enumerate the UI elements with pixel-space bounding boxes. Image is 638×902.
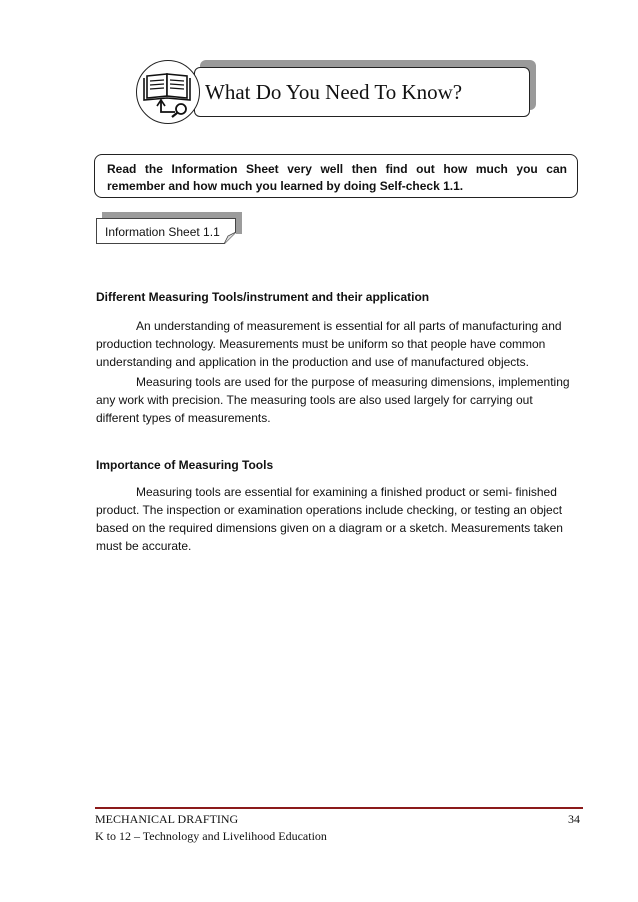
paragraph: Measuring tools are used for the purpose of measuring dimensions, implementing any work with precision. The measuring tools are also used largely for carrying out different types of measurements.	[96, 375, 570, 425]
instruction-box	[94, 154, 578, 198]
instruction-line-1: Read the Information Sheet very well then find out how much you can	[107, 162, 567, 176]
footer-rule	[95, 807, 583, 809]
folded-corner-icon	[224, 232, 236, 244]
footer-program: K to 12 – Technology and Livelihood Education	[95, 829, 327, 843]
page-number: 34	[568, 812, 580, 826]
book-and-magnifier-icon	[136, 60, 200, 124]
section-heading-measuring-tools: Different Measuring Tools/instrument and their application	[96, 290, 430, 304]
section-heading-importance: Importance of Measuring Tools	[96, 458, 274, 472]
information-sheet-tag: Information Sheet 1.1	[96, 218, 236, 244]
footer-course-title: MECHANICAL DRAFTING	[95, 812, 239, 826]
instruction-line-2: remember and how much you learned by doing Self-check 1.1.	[107, 179, 464, 193]
paragraph: An understanding of measurement is essential for all parts of manufacturing and production technology. Measurements must be uniform so that people have common understanding and application in the production and use of manufactured objects.	[96, 319, 562, 369]
banner-title: What Do You Need To Know?	[205, 80, 463, 104]
paragraph: Measuring tools are essential for examining a finished product or semi- finished product. The inspection or examination operations include checking, or testing an object based on the required dimensions given on a diagram or a sketch. Measurements taken must be accurate.	[96, 485, 563, 553]
